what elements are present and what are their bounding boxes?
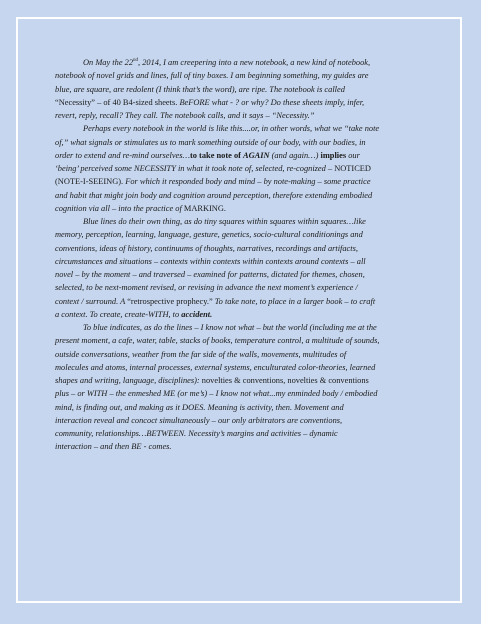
text-run: On May the 22 <box>83 58 134 67</box>
text-run: interaction reveal and concoct simultaneously – our only arbitrators are conventions, <box>55 415 343 425</box>
text-line <box>55 387 427 400</box>
text-run: with our bodies, <box>302 137 357 147</box>
text-line <box>55 440 427 453</box>
text-run: and habit that might join body and cognition around perception, therefore extending embodied <box>55 190 373 200</box>
text-line <box>55 255 427 268</box>
text-run: to take note of <box>189 150 244 160</box>
text-line <box>55 136 427 149</box>
text-run: shapes and writing, language, disciplines): <box>55 376 202 385</box>
text-run: notebook of novel grids and lines, full of tiny boxes. I am beginning something, my guides are <box>55 71 369 81</box>
text-run: AGAIN <box>243 150 270 160</box>
text-run: community, relationships…BETWEEN. Necessity’s margins and activities – dynamic <box>55 429 338 438</box>
text-line <box>55 321 427 334</box>
text-run: order to extend and re-mind ourselves… <box>55 150 190 160</box>
text-run: nd <box>133 58 139 64</box>
text-line <box>55 361 427 374</box>
text-run: selected, to be next-moment revised, or revising in advance the next moment’s experience / <box>55 283 358 293</box>
text-run: BeFORE what - ? or why? Do these sheets imply, infer, <box>179 97 365 107</box>
text-run: our <box>346 150 360 160</box>
paragraph <box>55 56 427 122</box>
paragraph <box>55 215 427 321</box>
text-run: cognition via all – into the practice of <box>55 203 184 213</box>
text-run: blue, are square, are redolent (I think that’s the word), are ripe. The notebook is called <box>55 84 345 94</box>
text-run: mind, is finding out, and making as it DOES. Meaning is activity, then. Movement and <box>55 402 344 412</box>
text-run: a context. To create, create-WITH, to <box>55 309 182 319</box>
text-run: (and again…) <box>269 150 321 160</box>
text-run: novel – by the moment – and traversed – examined for patterns, dictated for themes, chosen, <box>55 270 365 279</box>
text-run: context / surround. A <box>55 296 128 306</box>
text-run: NOTICED <box>334 164 371 173</box>
text-line <box>55 295 427 308</box>
text-line <box>55 189 427 202</box>
text-line <box>55 83 427 96</box>
text-run: revert, reply, recall? They call. The notebook calls, and it says – “Necessity.” <box>55 111 315 120</box>
text-line <box>55 427 427 440</box>
text-line <box>55 56 427 69</box>
text-run: To take note, to place in a larger book – to craft <box>212 296 376 306</box>
text-run: “Necessity” – of 40 B4-sized sheets. <box>55 97 180 107</box>
text-run: circumstances and situations – contexts within contexts within contexts around contexts – all <box>55 256 366 266</box>
document-body <box>55 56 427 454</box>
text-run: present moment, a cafe, water, table, stacks of books, temperature control, a multitude of sounds, <box>55 336 380 346</box>
text-line <box>55 348 427 361</box>
text-line <box>55 242 427 255</box>
text-line <box>55 308 427 321</box>
text-line <box>55 109 427 122</box>
text-run: To blue indicates, as do the lines – I know not what – but the world (including me at the <box>83 323 377 332</box>
text-run: memory, perception, learning, language, gesture, genetics, socio-cultural conditionings and <box>55 230 363 240</box>
text-line <box>55 202 427 215</box>
text-line <box>55 162 427 175</box>
text-line <box>55 334 427 347</box>
text-run: (NOTE-I-SEEING). <box>55 177 126 187</box>
text-run: “retrospective prophecy.” <box>127 296 213 306</box>
text-line <box>55 268 427 281</box>
text-run: molecules and atoms, internal processes, external systems, enculturated color-theories, learned <box>55 362 376 372</box>
text-line <box>55 228 427 241</box>
text-run: Blue lines do their own thing, as do tiny squares within squares within squares…like <box>83 217 366 226</box>
text-line <box>55 175 427 188</box>
text-run: of,” what signals or stimulates us to mark something outside of our body, <box>55 137 303 147</box>
paragraph <box>55 321 427 454</box>
text-run: plus – or WITH – the enmeshed ME (or me’s) – I know not what...my enminded body / embodied <box>55 389 378 399</box>
text-line <box>55 96 427 109</box>
text-run: conventions, ideas of history, continuums of thoughts, narratives, recordings and artifacts, <box>55 243 358 253</box>
text-line <box>55 281 427 294</box>
text-run: in <box>357 137 366 147</box>
text-run: For which it responded body and mind – by note-making – some practice <box>125 177 371 187</box>
text-run: ‘being’ perceived some NECESSITY in what it took note of, selected, re-cognized – <box>55 164 335 173</box>
text-line <box>55 401 427 414</box>
text-run: interaction – and then BE - comes. <box>55 442 172 452</box>
text-run: MARKING. <box>183 203 226 213</box>
text-line <box>55 69 427 82</box>
text-line <box>55 122 427 135</box>
text-run: , 2014, I am creepering into a new notebook, a new kind of notebook, <box>138 58 371 67</box>
text-run: outside conversations, weather from the far side of the walls, movements, multitudes of <box>55 349 347 359</box>
text-run: accident. <box>181 309 213 319</box>
text-run: Perhaps every notebook in the world is like this....or, in other words, what we “take note <box>83 124 380 134</box>
text-line <box>55 414 427 427</box>
text-line <box>55 215 427 228</box>
text-run: implies <box>320 150 347 160</box>
text-run: novelties & conventions, novelties & conventions <box>201 376 369 385</box>
text-line <box>55 149 427 162</box>
text-line <box>55 374 427 387</box>
paragraph <box>55 122 427 215</box>
